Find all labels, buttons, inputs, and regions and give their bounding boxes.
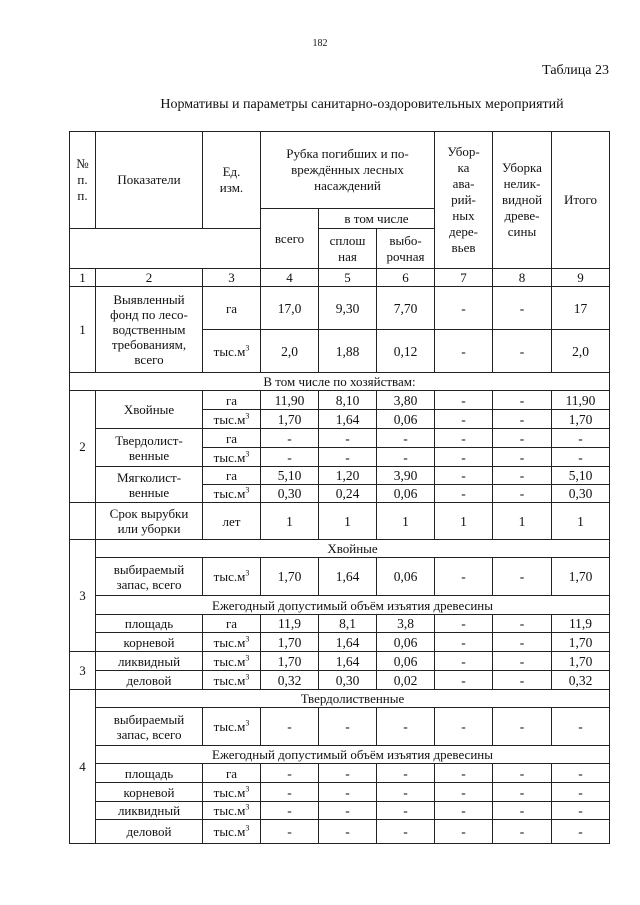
value-cell: 1,70 [552,633,610,652]
value-cell: - [493,448,552,467]
header-itogo: Итого [552,132,610,269]
col-number: 8 [493,269,552,287]
value-cell: - [435,558,493,596]
section-heading: Хвойные [96,540,610,558]
value-cell: - [377,448,435,467]
value-cell: 11,90 [261,391,319,410]
value-cell: - [493,485,552,503]
table-row [70,429,610,448]
value-cell: - [552,783,610,802]
table-row [70,558,610,596]
value-cell: - [377,708,435,746]
value-cell: 1 [319,503,377,540]
value-cell: - [319,764,377,783]
value-cell: 2,0 [261,330,319,373]
value-cell: - [435,391,493,410]
value-cell: - [435,708,493,746]
row-label: площадь [96,764,203,783]
table-row [70,764,610,783]
value-cell: - [261,708,319,746]
header-indicators: Показатели [96,132,203,229]
value-cell: - [493,633,552,652]
row-label: Хвойные [96,391,203,429]
value-cell: - [493,410,552,429]
value-cell: - [435,410,493,429]
col-number: 5 [319,269,377,287]
value-cell: - [493,820,552,844]
col-number: 9 [552,269,610,287]
value-cell: 1,70 [261,633,319,652]
value-cell: 1,20 [319,467,377,485]
table-row [70,391,610,410]
value-cell: 1 [261,503,319,540]
value-cell: 1 [377,503,435,540]
value-cell: - [493,802,552,820]
table-row [70,540,610,558]
row-label: корневой [96,783,203,802]
unit-cell: га [203,391,261,410]
value-cell: - [435,485,493,503]
section-heading-row [70,373,610,391]
table-row [70,503,610,540]
value-cell: - [493,652,552,671]
row-label: Твердолист- венные [96,429,203,467]
value-cell: 1,64 [319,652,377,671]
value-cell: 0,30 [261,485,319,503]
header-row [70,132,610,209]
value-cell: 0,02 [377,671,435,690]
value-cell: - [435,429,493,448]
value-cell: 0,06 [377,652,435,671]
table-row [70,467,610,485]
row-label: деловой [96,820,203,844]
unit-cell: га [203,467,261,485]
value-cell: 1 [435,503,493,540]
unit-cell: $тыс.м^3$ [203,448,261,467]
value-cell: - [319,783,377,802]
header-felling: Рубка погибших и по- вреждённых лесных насаждений [261,132,435,209]
unit-cell: га [203,429,261,448]
header-emergency-trees: Убор- ка ава- рий- ных дере- вьев [435,132,493,269]
row-label: ликвидный [96,802,203,820]
value-cell: - [552,708,610,746]
row-label: ликвидный [96,652,203,671]
row-number: 2 [70,391,96,503]
header-illiquid-wood: Уборка нелик- видной древе- сины [493,132,552,269]
value-cell: 1,70 [261,410,319,429]
col-number: 1 [70,269,96,287]
section-heading: Ежегодный допустимый объём изъятия древесины [96,746,610,764]
unit-cell: $тыс.м^3$ [203,671,261,690]
value-cell: - [493,330,552,373]
value-cell: 17 [552,287,610,330]
value-cell: 1,70 [261,558,319,596]
value-cell: - [493,391,552,410]
section-heading: Твердолиственные [96,690,610,708]
table-row [70,783,610,802]
row-label: Мягколист- венные [96,467,203,503]
value-cell: - [377,783,435,802]
col-number: 4 [261,269,319,287]
column-numbers-row [70,269,610,287]
header-including: в том числе [319,209,435,229]
value-cell: 11,90 [552,391,610,410]
value-cell: - [552,448,610,467]
value-cell: 1 [552,503,610,540]
value-cell: - [435,652,493,671]
unit-cell: $тыс.м^3$ [203,330,261,373]
header-unit: Ед. изм. [203,132,261,229]
value-cell: - [435,671,493,690]
header-spacer [70,229,261,269]
table-row [70,820,610,844]
value-cell: - [552,429,610,448]
value-cell: 1,64 [319,558,377,596]
value-cell: 1 [493,503,552,540]
value-cell: - [435,448,493,467]
row-label: Выявленный фонд по лесо- водственным требованиям, всего [96,287,203,373]
unit-cell: $тыс.м^3$ [203,485,261,503]
value-cell: - [377,429,435,448]
value-cell: 0,06 [377,485,435,503]
value-cell: - [261,802,319,820]
value-cell: - [493,615,552,633]
value-cell: 7,70 [377,287,435,330]
col-number: 6 [377,269,435,287]
unit-cell: га [203,287,261,330]
value-cell: 5,10 [261,467,319,485]
value-cell: - [493,467,552,485]
value-cell: - [493,783,552,802]
value-cell: - [261,448,319,467]
unit-cell: $тыс.м^3$ [203,410,261,429]
col-number: 3 [203,269,261,287]
table-row [70,690,610,708]
value-cell: 0,06 [377,633,435,652]
header-total: всего [261,209,319,269]
row-number: 1 [70,287,96,373]
norms-table [69,131,610,844]
row-number [70,503,96,540]
section-heading: Ежегодный допустимый объём изъятия древесины [96,596,610,615]
unit-cell: $тыс.м^3$ [203,802,261,820]
value-cell: - [319,429,377,448]
value-cell: 2,0 [552,330,610,373]
value-cell: 8,1 [319,615,377,633]
value-cell: 1,70 [552,558,610,596]
header-clear: сплош ная [319,229,377,269]
value-cell: 1,64 [319,410,377,429]
value-cell: - [377,764,435,783]
value-cell: 1,70 [552,410,610,429]
table-row [70,746,610,764]
value-cell: - [261,764,319,783]
value-cell: - [319,820,377,844]
value-cell: - [493,708,552,746]
value-cell: - [435,330,493,373]
value-cell: 1,64 [319,633,377,652]
unit-cell: $тыс.м^3$ [203,633,261,652]
header-no: № п. п. [70,132,96,229]
value-cell: 3,8 [377,615,435,633]
col-number: 7 [435,269,493,287]
value-cell: - [435,615,493,633]
row-label: площадь [96,615,203,633]
value-cell: - [435,783,493,802]
table-row [70,287,610,330]
row-number: 4 [70,690,96,844]
table-row [70,671,610,690]
value-cell: - [435,820,493,844]
table-row [70,615,610,633]
value-cell: 11,9 [552,615,610,633]
value-cell: - [435,633,493,652]
value-cell: - [435,287,493,330]
table-row [70,633,610,652]
unit-cell: $тыс.м^3$ [203,652,261,671]
value-cell: 3,80 [377,391,435,410]
value-cell: 0,30 [319,671,377,690]
table-row [70,802,610,820]
value-cell: - [493,287,552,330]
value-cell: - [435,467,493,485]
row-label: корневой [96,633,203,652]
table-label: Таблица 23 [542,63,609,78]
value-cell: 0,12 [377,330,435,373]
value-cell: - [261,820,319,844]
value-cell: - [552,802,610,820]
value-cell: 17,0 [261,287,319,330]
unit-cell: $тыс.м^3$ [203,783,261,802]
value-cell: 0,30 [552,485,610,503]
value-cell: 11,9 [261,615,319,633]
value-cell: - [493,764,552,783]
value-cell: - [377,802,435,820]
col-number: 2 [96,269,203,287]
unit-cell: $тыс.м^3$ [203,558,261,596]
value-cell: 0,32 [552,671,610,690]
unit-cell: га [203,764,261,783]
page-title: Нормативы и параметры санитарно-оздоровительных мероприятий [160,97,564,112]
row-number: 3 [70,540,96,652]
value-cell: - [319,802,377,820]
value-cell: 1,70 [552,652,610,671]
unit-cell: $тыс.м^3$ [203,708,261,746]
value-cell: - [261,429,319,448]
value-cell: - [493,671,552,690]
value-cell: 0,06 [377,410,435,429]
value-cell: - [435,764,493,783]
unit-cell: $тыс.м^3$ [203,820,261,844]
value-cell: 8,10 [319,391,377,410]
value-cell: - [552,820,610,844]
value-cell: 0,32 [261,671,319,690]
value-cell: - [552,764,610,783]
row-label: выбираемый запас, всего [96,708,203,746]
value-cell: 0,06 [377,558,435,596]
value-cell: 3,90 [377,467,435,485]
section-heading: В том числе по хозяйствам: [70,373,610,391]
value-cell: - [493,429,552,448]
value-cell: - [319,448,377,467]
header-selective: выбо- рочная [377,229,435,269]
value-cell: - [319,708,377,746]
row-label: выбираемый запас, всего [96,558,203,596]
row-number: 3 [70,652,96,690]
page-number: 182 [312,38,328,49]
table-row [70,652,610,671]
row-label: деловой [96,671,203,690]
value-cell: 9,30 [319,287,377,330]
value-cell: 5,10 [552,467,610,485]
value-cell: - [377,820,435,844]
value-cell: 1,70 [261,652,319,671]
table-row [70,708,610,746]
value-cell: - [261,783,319,802]
row-label: Срок вырубки или уборки [96,503,203,540]
value-cell: 1,88 [319,330,377,373]
value-cell: - [435,802,493,820]
value-cell: 0,24 [319,485,377,503]
value-cell: - [493,558,552,596]
unit-cell: лет [203,503,261,540]
unit-cell: га [203,615,261,633]
table-row [70,596,610,615]
